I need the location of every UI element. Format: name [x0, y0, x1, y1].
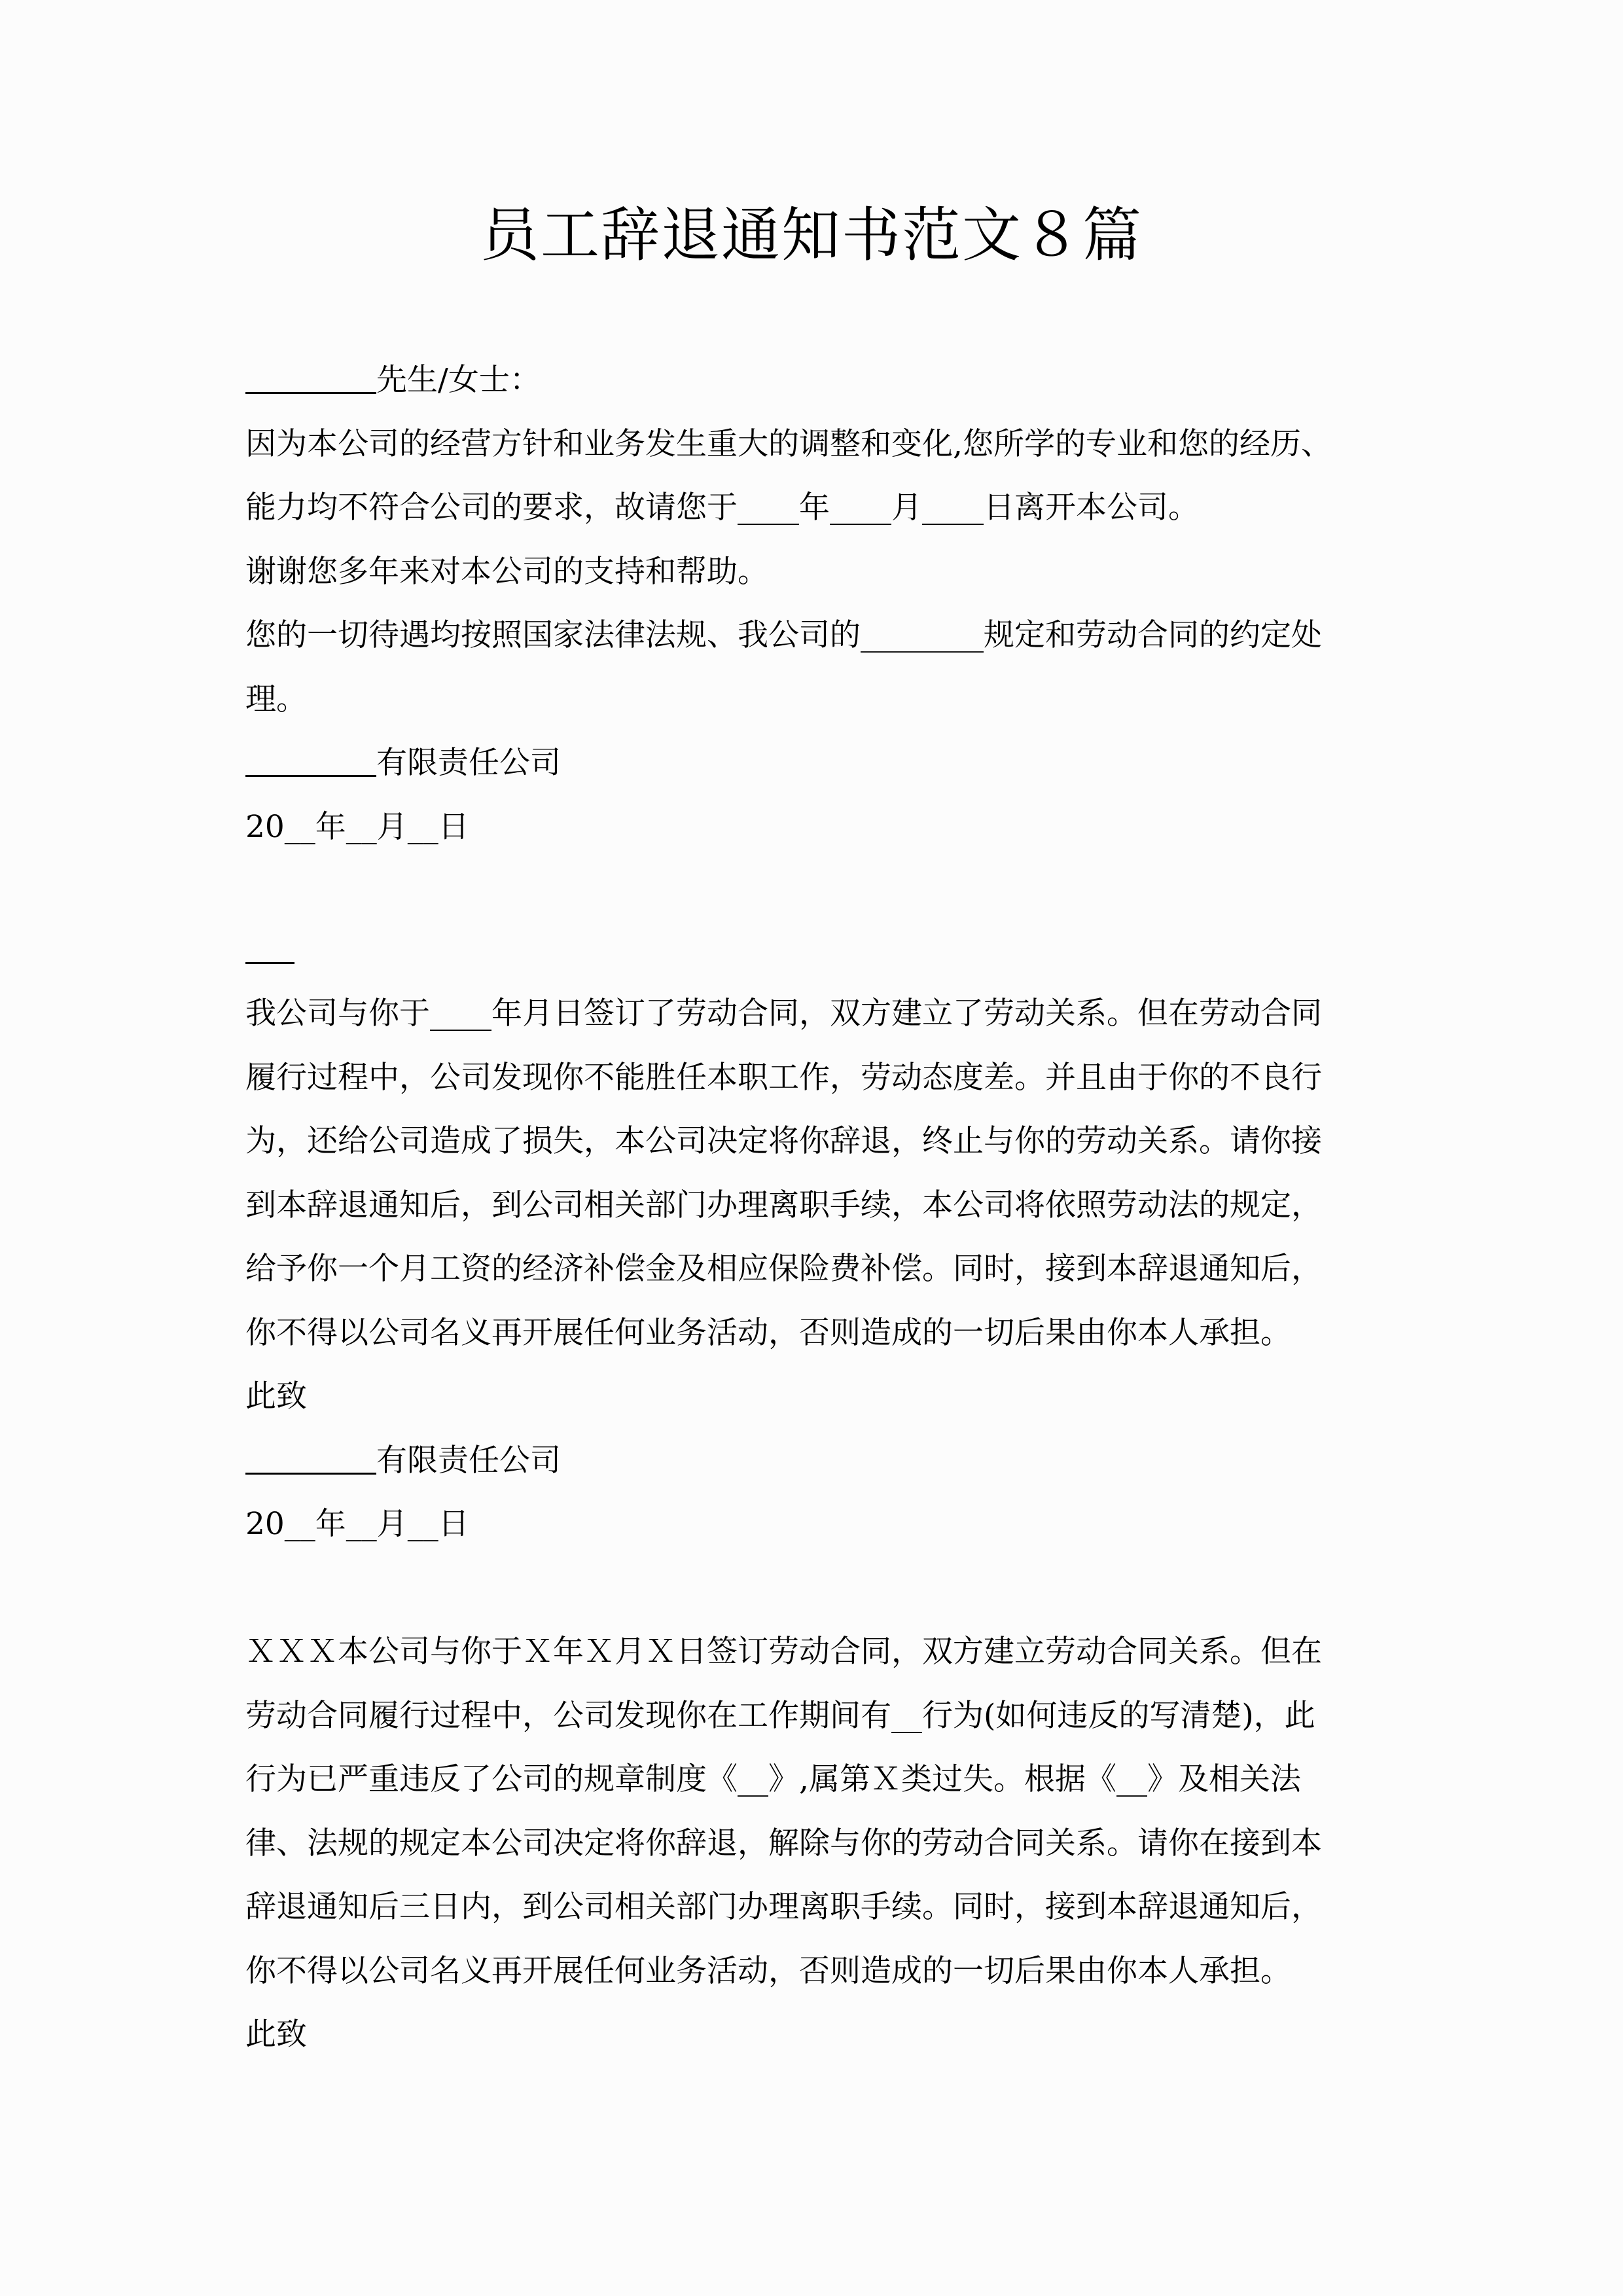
- company-signature: [245, 1429, 1387, 1493]
- document-title: 员工辞退通知书范文８篇: [480, 201, 1143, 270]
- letter-2: [245, 982, 1387, 1556]
- paragraph-line: 你不得以公司名义再开展任何业务活动，否则造成的一切后果由你本人承担。: [245, 1952, 1291, 1989]
- company-suffix: 有限责任公司: [376, 1442, 561, 1479]
- section-separator-wrap: [245, 910, 1387, 975]
- signature-date: 20__年__月__日: [245, 808, 469, 845]
- closing: 此致: [245, 1378, 307, 1414]
- letter-1: [245, 348, 1387, 859]
- paragraph-line: 因为本公司的经营方针和业务发生重大的调整和变化,您所学的专业和您的经历、: [245, 425, 1332, 462]
- company-name-blank: [245, 1444, 376, 1474]
- paragraph-line: 到本辞退通知后，到公司相关部门办理离职手续，本公司将依照劳动法的规定，: [245, 1187, 1322, 1223]
- paragraph-line: 谢谢您多年来对本公司的支持和帮助。: [245, 553, 768, 590]
- section-separator: [245, 962, 294, 975]
- signature-date: 20__年__月__日: [245, 1506, 469, 1542]
- salutation: [245, 348, 1387, 412]
- paragraph-line: 辞退通知后三日内，到公司相关部门办理离职手续。同时，接到本辞退通知后，: [245, 1889, 1322, 1925]
- paragraph-line: 您的一切待遇均按照国家法律法规、我公司的________规定和劳动合同的约定处: [245, 617, 1322, 653]
- name-blank: [245, 365, 376, 394]
- company-name-blank: [245, 747, 376, 777]
- closing: 此致: [245, 2017, 307, 2053]
- paragraph-line: 为，还给公司造成了损失，本公司决定将你辞退，终止与你的劳动关系。请你接: [245, 1123, 1322, 1159]
- company-suffix: 有限责任公司: [376, 745, 561, 781]
- paragraph-line: 给予你一个月工资的经济补偿金及相应保险费补偿。同时，接到本辞退通知后，: [245, 1251, 1322, 1287]
- paragraph-line: 劳动合同履行过程中，公司发现你在工作期间有__行为(如何违反的写清楚)，此: [245, 1697, 1315, 1734]
- paragraph-line: ＸＸＸ本公司与你于Ｘ年Ｘ月Ｘ日签订劳动合同，双方建立劳动合同关系。但在: [245, 1634, 1322, 1670]
- paragraph-line: 你不得以公司名义再开展任何业务活动，否则造成的一切后果由你本人承担。: [245, 1314, 1291, 1351]
- salutation-text: 先生/女士：: [376, 362, 541, 398]
- paragraph-line: 履行过程中，公司发现你不能胜任本职工作，劳动态度差。并且由于你的不良行: [245, 1059, 1322, 1096]
- paragraph-line: 律、法规的规定本公司决定将你辞退，解除与你的劳动合同关系。请你在接到本: [245, 1825, 1322, 1861]
- company-signature: [245, 731, 1387, 795]
- paragraph-line: 我公司与你于____年月日签订了劳动合同，双方建立了劳动关系。但在劳动合同: [245, 996, 1322, 1031]
- paragraph-line: 理。: [245, 681, 307, 717]
- paragraph-line: 行为已严重违反了公司的规章制度《__》,属第Ｘ类过失。根据《__》及相关法: [245, 1761, 1301, 1797]
- letter-3: [245, 1620, 1387, 2067]
- paragraph-line: 能力均不符合公司的要求，故请您于____年____月____日离开本公司。: [245, 490, 1199, 526]
